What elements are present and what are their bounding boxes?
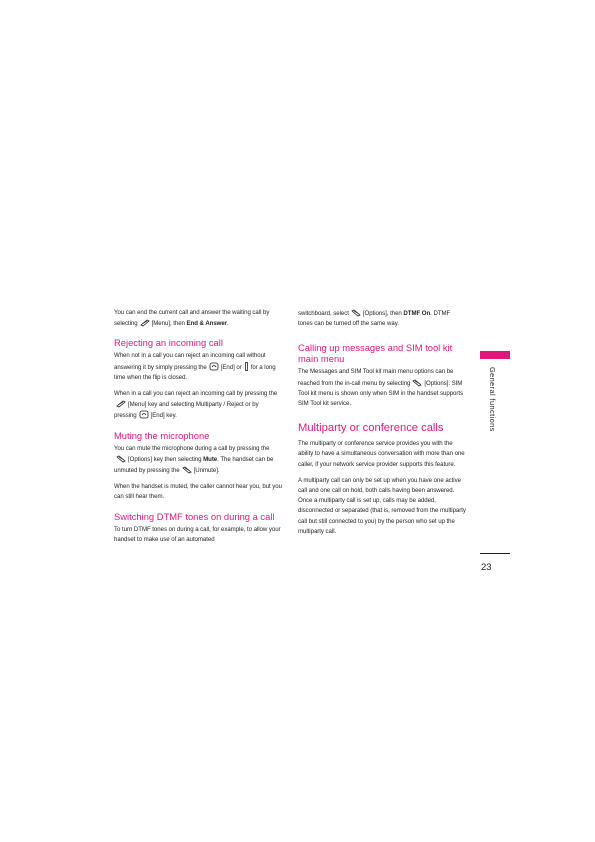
intro-text-1: You can end the current call and answer the waiting call by selecting — [114, 309, 270, 328]
intro-text-2: [Menu], then — [151, 320, 185, 328]
page-number-rule — [480, 553, 510, 554]
heading-muting: Muting the microphone — [114, 429, 210, 441]
end-key-icon — [209, 362, 219, 371]
calling-up-text-1: The Messages and SIM Tool kit main menu options can be reached from the in-call menu by selecting — [298, 368, 454, 387]
left-soft-key-icon — [140, 318, 150, 327]
dtmf-cont-text-1: switchboard, select — [298, 310, 349, 317]
dtmf-paragraph-1: To turn DTMF tones on during a call, for example, to allow your handset to make use of an automated — [114, 525, 281, 543]
right-column — [298, 308, 466, 543]
right-soft-key-icon — [182, 465, 192, 474]
dtmf-bold-dtmf-on: DTMF On — [403, 310, 431, 317]
rejecting-p1-text-1: When not in a call you can reject an incoming call without answering it by simply pressing the — [114, 352, 266, 371]
multiparty-paragraph-1: The multiparty or conference service provides you with the ability to have a simultaneous conversation with more than one caller, if your network service provider supports this feature. — [298, 440, 465, 468]
section-tab-marker — [480, 351, 510, 359]
rejecting-p2-text-2: [Menu] key and selecting Multiparty / Reject or by pressing — [114, 401, 259, 420]
muting-bold-mute: Mute — [203, 455, 218, 463]
muting-p1-text-2: [Options] key then selecting — [128, 455, 202, 463]
heading-dtmf: Switching DTMF tones on during a call — [114, 510, 275, 522]
rejecting-paragraph-1 — [114, 351, 282, 383]
muting-p1-text-1: You can mute the microphone during a call by pressing the — [114, 444, 270, 452]
rejecting-paragraph-2 — [114, 389, 282, 422]
intro-text-3: . — [227, 320, 229, 328]
muting-paragraph-1 — [114, 444, 282, 477]
muting-paragraph-2: When the handset is muted, the caller cannot hear you, but you can still hear them. — [114, 483, 282, 501]
heading-multiparty: Multiparty or conference calls — [298, 422, 444, 435]
heading-calling-up: Calling up messages and SIM tool kit main menu — [298, 342, 453, 365]
dtmf-continued-paragraph — [298, 308, 466, 329]
rejecting-p1-text-2: [End] or — [220, 363, 242, 371]
muting-p1-text-4: [Unmute]. — [193, 467, 220, 475]
heading-rejecting: Rejecting an incoming call — [114, 337, 223, 349]
right-soft-key-icon — [116, 454, 126, 463]
calling-up-text-2: [Options]. SIM Tool kit menu is shown only when SIM in the handset supports SIM Tool kit service. — [298, 379, 464, 408]
intro-paragraph — [114, 308, 282, 329]
side-key-icon — [244, 362, 249, 371]
dtmf-cont-text-2: [Options], then — [362, 310, 402, 317]
multiparty-paragraph-2: A multiparty call can only be set up when you have one active call and one call on hold, both calls having been answered. Once a multiparty call is set up, calls may be added, disconnected or separated (that is, removed from the multiparty call but still connected to you) by the person who set up the multiparty call. — [298, 476, 466, 535]
intro-bold-end-answer: End & Answer — [186, 320, 228, 328]
left-column — [114, 308, 282, 551]
rejecting-p1-text-3: for a long time when the flip is closed. — [114, 363, 276, 381]
page-number: 23 — [481, 562, 492, 573]
rejecting-p2-text-3: [End] key. — [150, 412, 177, 420]
side-tab-label: General functions — [488, 367, 497, 432]
muting-p1-text-3: . The handset can be unmuted by pressing the — [114, 455, 274, 475]
right-soft-key-icon — [412, 378, 422, 387]
right-soft-key-icon — [351, 308, 361, 317]
left-soft-key-icon — [116, 399, 126, 408]
rejecting-p2-text-1: When in a call you can reject an incoming call by pressing the — [114, 390, 278, 398]
calling-up-paragraph — [298, 367, 466, 409]
dtmf-cont-text-3: . DTMF tones can be turned off the same way. — [298, 310, 451, 328]
end-key-icon — [139, 410, 149, 419]
